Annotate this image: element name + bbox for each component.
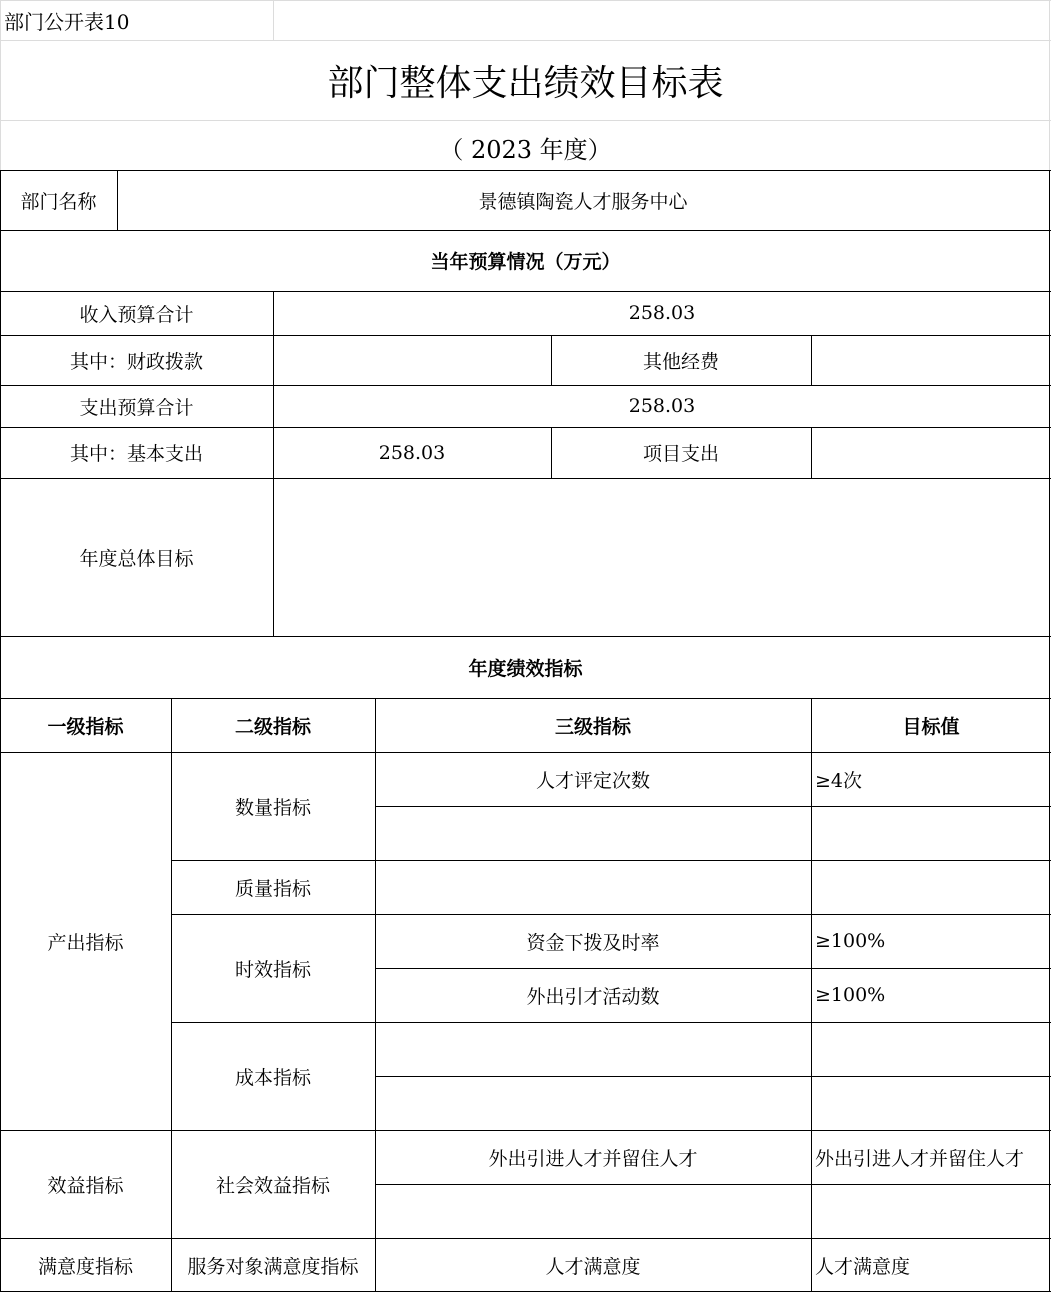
budget-section-title: 当年预算情况（万元） [430, 251, 621, 273]
annual-goal-value [273, 478, 1051, 636]
annual-goal-label: 年度总体目标 [79, 547, 194, 570]
expense-total-value: 258.03 [628, 395, 696, 417]
l2-cost: 成本指标 [234, 1066, 311, 1089]
other-funds-value [811, 335, 1051, 385]
target-cell [811, 1076, 1051, 1130]
fiscal-value [273, 335, 551, 385]
perf-section-title: 年度绩效指标 [468, 657, 583, 680]
l3-cell [375, 860, 811, 914]
l3-cell: 人才评定次数 [535, 769, 650, 792]
target-cell [811, 1184, 1051, 1238]
target-cell: ≥100% [815, 984, 886, 1006]
l2-quantity: 数量指标 [234, 796, 311, 819]
other-funds-label: 其他经费 [642, 350, 719, 373]
header-target: 目标值 [902, 715, 960, 738]
income-total-label: 收入预算合计 [79, 303, 194, 326]
project-expense-value [811, 427, 1051, 478]
target-cell [811, 860, 1051, 914]
page-title: 部门整体支出绩效目标表 [327, 62, 724, 104]
header-level1: 一级指标 [47, 715, 124, 738]
dept-name-value: 景德镇陶瓷人才服务中心 [478, 190, 688, 213]
target-cell: 人才满意度 [815, 1255, 911, 1278]
l1-benefit: 效益指标 [47, 1174, 124, 1197]
l1-satisfaction: 满意度指标 [37, 1255, 133, 1278]
l3-cell [375, 806, 811, 860]
project-expense-label: 项目支出 [642, 443, 719, 465]
l3-cell: 外出引进人才并留住人才 [488, 1147, 698, 1170]
sheet-label: 部门公开表10 [4, 9, 130, 34]
l2-service-satisfaction: 服务对象满意度指标 [187, 1255, 359, 1278]
target-cell [811, 1022, 1051, 1076]
l3-cell [375, 1022, 811, 1076]
l3-cell: 资金下拨及时率 [526, 931, 660, 954]
year-line: （ 2023 年度） [439, 136, 612, 164]
l2-quality: 质量指标 [234, 877, 311, 900]
expense-total-label: 支出预算合计 [79, 396, 194, 419]
l2-timeliness: 时效指标 [234, 958, 311, 981]
target-cell: ≥100% [815, 930, 886, 952]
l3-cell: 外出引才活动数 [526, 985, 660, 1008]
l3-cell [375, 1184, 811, 1238]
target-cell: 外出引进人才并留住人才 [815, 1147, 1025, 1170]
dept-name-label: 部门名称 [20, 190, 97, 213]
basic-expense-label: 其中：基本支出 [69, 443, 203, 465]
target-cell [811, 806, 1051, 860]
target-cell: ≥4次 [815, 769, 863, 792]
l3-cell [375, 1076, 811, 1130]
fiscal-label: 其中：财政拨款 [69, 350, 203, 373]
income-total-value: 258.03 [628, 302, 696, 324]
header-level2: 二级指标 [234, 715, 311, 738]
l1-output: 产出指标 [47, 931, 124, 954]
l2-social-benefit: 社会效益指标 [215, 1174, 330, 1197]
header-level3: 三级指标 [554, 715, 631, 738]
l3-cell: 人才满意度 [545, 1255, 641, 1278]
basic-expense-value: 258.03 [378, 441, 446, 464]
